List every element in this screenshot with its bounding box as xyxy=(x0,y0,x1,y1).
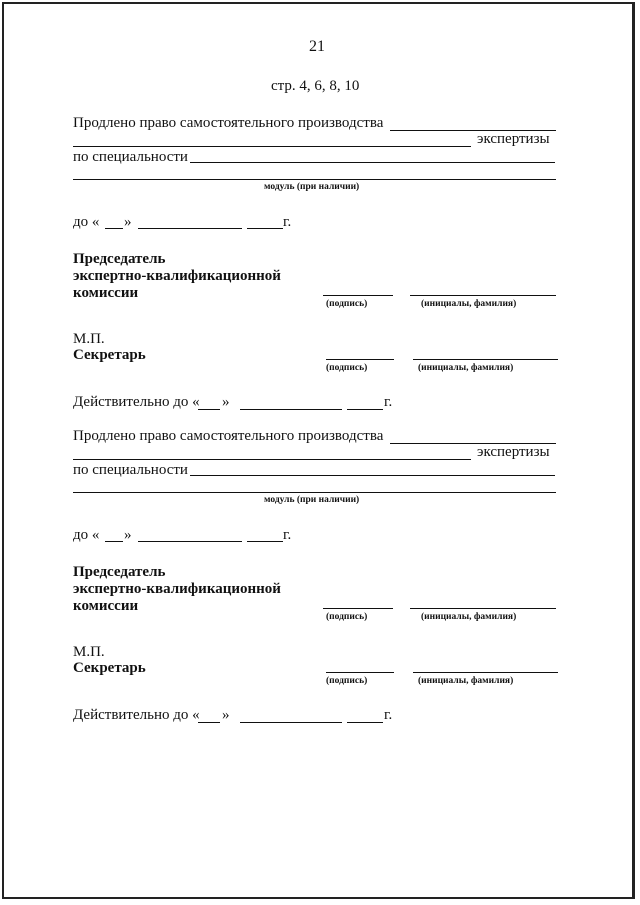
until-quote-close: » xyxy=(124,214,132,230)
year-suffix: г. xyxy=(384,394,393,410)
extended-label: Продлено право самостоятельного производства xyxy=(73,428,384,444)
until-prefix: до « xyxy=(73,527,100,543)
extension-record-2 xyxy=(0,313,640,723)
valid-year-field[interactable] xyxy=(347,722,383,723)
specialty-field[interactable] xyxy=(190,162,555,163)
signature-caption: (подпись) xyxy=(326,612,368,622)
chairman-title-1: Председатель xyxy=(73,564,166,580)
chairman-title-3: комиссии xyxy=(73,285,139,301)
chairman-signature-field[interactable] xyxy=(323,608,393,609)
chairman-title-3: комиссии xyxy=(73,598,139,614)
signature-caption: (подпись) xyxy=(326,363,368,373)
initials-caption: (инициалы, фамилия) xyxy=(421,299,517,309)
chairman-title-2: экспертно-квалификационной xyxy=(73,581,281,597)
chairman-name-field[interactable] xyxy=(410,608,556,609)
module-caption: модуль (при наличии) xyxy=(264,495,360,505)
year-suffix: г. xyxy=(283,214,292,230)
initials-caption: (инициалы, фамилия) xyxy=(421,612,517,622)
until-month-field[interactable] xyxy=(138,541,242,542)
specialty-field-cont[interactable] xyxy=(73,492,556,493)
until-month-field[interactable] xyxy=(138,228,242,229)
secretary-title: Секретарь xyxy=(73,660,146,676)
expertise-type-field-cont[interactable] xyxy=(73,146,471,147)
specialty-label: по специальности xyxy=(73,462,188,478)
chairman-title-2: экспертно-квалификационной xyxy=(73,268,281,284)
secretary-name-field[interactable] xyxy=(413,672,558,673)
year-suffix: г. xyxy=(384,707,393,723)
signature-caption: (подпись) xyxy=(326,299,368,309)
specialty-label: по специальности xyxy=(73,149,188,165)
secretary-title: Секретарь xyxy=(73,347,146,363)
stamp-label: М.П. xyxy=(73,331,105,347)
chairman-title-1: Председатель xyxy=(73,251,166,267)
until-day-field[interactable] xyxy=(105,541,123,542)
year-suffix: г. xyxy=(283,527,292,543)
chairman-signature-field[interactable] xyxy=(323,295,393,296)
until-year-field[interactable] xyxy=(247,541,283,542)
pages-reference: стр. 4, 6, 8, 10 xyxy=(271,78,360,94)
until-year-field[interactable] xyxy=(247,228,283,229)
valid-day-field[interactable] xyxy=(198,722,220,723)
extension-record-1 xyxy=(0,0,640,410)
valid-month-field[interactable] xyxy=(240,722,342,723)
extended-label: Продлено право самостоятельного производства xyxy=(73,115,384,131)
expertise-type-field-cont[interactable] xyxy=(73,459,471,460)
specialty-field[interactable] xyxy=(190,475,555,476)
until-prefix: до « xyxy=(73,214,100,230)
initials-caption: (инициалы, фамилия) xyxy=(418,676,514,686)
valid-quote-close: » xyxy=(222,707,230,723)
until-quote-close: » xyxy=(124,527,132,543)
until-day-field[interactable] xyxy=(105,228,123,229)
page-number: 21 xyxy=(309,38,325,55)
valid-until-label: Действительно до « xyxy=(73,707,200,723)
valid-quote-close: » xyxy=(222,394,230,410)
valid-until-label: Действительно до « xyxy=(73,394,200,410)
signature-caption: (подпись) xyxy=(326,676,368,686)
expertise-label: экспертизы xyxy=(477,131,550,147)
specialty-field-cont[interactable] xyxy=(73,179,556,180)
stamp-label: М.П. xyxy=(73,644,105,660)
module-caption: модуль (при наличии) xyxy=(264,182,360,192)
expertise-label: экспертизы xyxy=(477,444,550,460)
secretary-signature-field[interactable] xyxy=(326,672,394,673)
initials-caption: (инициалы, фамилия) xyxy=(418,363,514,373)
chairman-name-field[interactable] xyxy=(410,295,556,296)
